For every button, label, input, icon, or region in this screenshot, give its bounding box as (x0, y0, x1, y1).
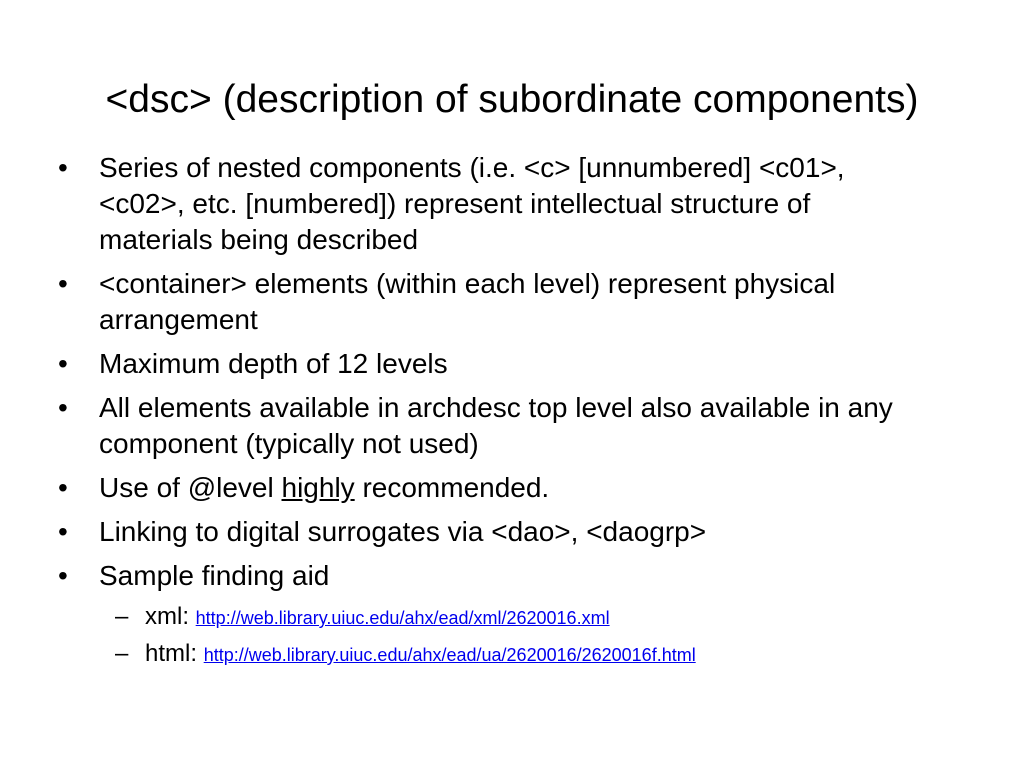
bullet-item-level (0, 470, 919, 506)
bullet-marker: • (58, 472, 68, 503)
bullet-text: Maximum depth of 12 levels (99, 348, 448, 379)
sub-item-xml (99, 600, 919, 635)
sub-label: xml: (145, 603, 196, 630)
slide-title: <dsc> (description of subordinate components) (105, 78, 919, 121)
bullet-item-sample (0, 558, 919, 672)
bullet-list (0, 150, 1024, 680)
bullet-item-container (0, 266, 919, 338)
bullet-marker: • (58, 268, 68, 299)
sub-item-html (99, 637, 919, 672)
bullet-text: <container> elements (within each level) represent physical arrangement (99, 268, 836, 335)
bullet-marker: • (58, 560, 68, 591)
bullet-marker: • (58, 392, 68, 423)
bullet-text: Series of nested components (i.e. <c> [unnumbered] <c01>, <c02>, etc. [numbered]) represent intellectual structure of materials being described (99, 152, 845, 255)
bullet-item-series (0, 150, 919, 258)
bullet-text: Linking to digital surrogates via <dao>, <daogrp> (99, 516, 707, 547)
sub-marker: – (115, 640, 129, 667)
bullet-item-linking (0, 514, 919, 550)
bullet-marker: • (58, 152, 68, 183)
sub-list (99, 600, 919, 672)
emphasis-highly: highly (281, 472, 355, 503)
bullet-marker: • (58, 348, 68, 379)
bullet-marker: • (58, 516, 68, 547)
bullet-text: All elements available in archdesc top level also available in any component (typically not used) (99, 392, 893, 459)
xml-link[interactable]: http://web.library.uiuc.edu/ahx/ead/xml/2620016.xml (195, 608, 610, 628)
bullet-text-pre: Use of @level (99, 472, 282, 503)
bullet-item-depth (0, 346, 919, 382)
bullet-item-elements (0, 390, 919, 462)
bullet-text-post: recommended. (354, 472, 550, 503)
html-link[interactable]: http://web.library.uiuc.edu/ahx/ead/ua/2620016/2620016f.html (203, 645, 696, 665)
sub-label: html: (145, 640, 204, 667)
bullet-text: Sample finding aid (99, 560, 330, 591)
sub-marker: – (115, 603, 129, 630)
